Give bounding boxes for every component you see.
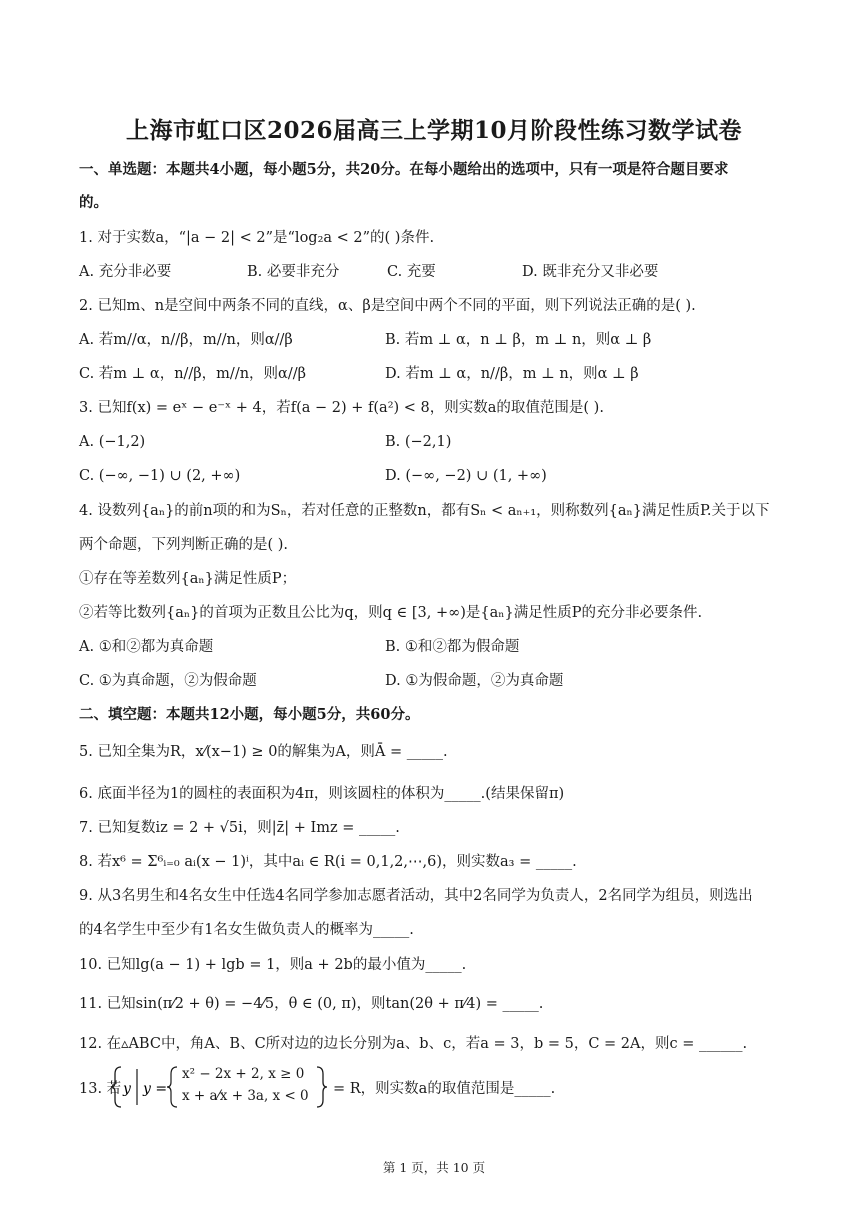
- page-footer: 第 1 页，共 10 页: [382, 1160, 486, 1175]
- q4-proposition-2: ②若等比数列{aₙ}的首项为正数且公比为q，则q ∈ [3, +∞)是{aₙ}满足性质P的充分非必要条件.: [79, 605, 703, 621]
- q13-case-1: x² − 2x + 2, x ≥ 0: [182, 1066, 305, 1082]
- q13-case-2: x + a⁄x + 3a, x < 0: [182, 1088, 309, 1104]
- q4-stem: 4. 设数列{aₙ}的前n项的和为Sₙ，若对任意的正整数n，都有Sₙ < aₙ₊₁，则称数列{aₙ}满足性质P.关于以下: [79, 503, 770, 519]
- q3-option-c: C. (−∞, −1) ∪ (2, +∞): [79, 468, 241, 484]
- q4-option-b: B. ①和②都为假命题: [385, 639, 520, 655]
- q1-option-b: B. 必要非充分: [247, 264, 340, 280]
- section1-heading: 一、单选题：本题共4小题，每小题5分，共20分。在每小题给出的选项中，只有一项是符合题目要求: [79, 161, 729, 178]
- page-title: 上海市虹口区2026届高三上学期10月阶段性练习数学试卷: [125, 117, 743, 144]
- q4-option-c: C. ①为真命题，②为假命题: [79, 673, 257, 689]
- section1-heading-cont: 的。: [79, 194, 108, 211]
- svg-text:y =: y =: [143, 1081, 168, 1097]
- svg-text:y: y: [123, 1081, 131, 1097]
- q3-stem: 3. 已知f(x) = eˣ − e⁻ˣ + 4，若f(a − 2) + f(a²) < 8，则实数a的取值范围是( ).: [79, 400, 604, 416]
- q13-set-brace-close-icon: [315, 1064, 329, 1110]
- q13-stem: [79, 1064, 839, 1110]
- q2-option-b: B. 若m ⊥ α，n ⊥ β，m ⊥ n，则α ⊥ β: [385, 332, 652, 348]
- q11-stem: 11. 已知sin(π⁄2 + θ) = −4⁄5，θ ∈ (0, π)，则tan(2θ + π⁄4) = _____.: [79, 996, 544, 1012]
- q1-option-c: C. 充要: [387, 264, 436, 280]
- q6-stem: 6. 底面半径为1的圆柱的表面积为4π，则该圆柱的体积为_____.(结果保留π): [79, 786, 565, 802]
- q3-option-b: B. (−2,1): [385, 434, 452, 450]
- q5-stem: 5. 已知全集为R，x⁄(x−1) ≥ 0的解集为A，则Ā = _____.: [79, 744, 448, 760]
- q4-option-d: D. ①为假命题，②为真命题: [385, 673, 564, 689]
- q8-stem: 8. 若x⁶ = Σ⁶ᵢ₌₀ aᵢ(x − 1)ⁱ，其中aᵢ ∈ R(i = 0,1,2,⋯,6)，则实数a₃ = _____.: [79, 854, 577, 870]
- q3-option-a: A. (−1,2): [79, 434, 146, 450]
- q1-option-a: A. 充分非必要: [79, 264, 172, 280]
- q9-stem-cont: 的4名学生中至少有1名女生做负责人的概率为_____.: [79, 922, 414, 938]
- q12-stem: 12. 在▵ABC中，角A、B、C所对边的边长分别为a、b、c，若a = 3，b = 5，C = 2A，则c = ______.: [79, 1036, 748, 1052]
- q3-option-d: D. (−∞, −2) ∪ (1, +∞): [385, 468, 547, 484]
- q2-stem: 2. 已知m、n是空间中两条不同的直线，α、β是空间中两个不同的平面，则下列说法正确的是( ).: [79, 298, 696, 314]
- q10-stem: 10. 已知lg(a − 1) + lgb = 1，则a + 2b的最小值为_____.: [79, 957, 467, 973]
- q7-stem: 7. 已知复数iz = 2 + √5i，则|z̄| + Imz = _____.: [79, 820, 400, 836]
- q9-stem: 9. 从3名男生和4名女生中任选4名同学参加志愿者活动，其中2名同学为负责人，2名同学为组员，则选出: [79, 888, 753, 904]
- section2-heading: 二、填空题：本题共12小题，每小题5分，共60分。: [79, 706, 420, 723]
- q2-option-c: C. 若m ⊥ α，n//β，m//n，则α//β: [79, 366, 306, 382]
- q4-stem-cont: 两个命题，下列判断正确的是( ).: [79, 537, 289, 553]
- q1-option-d: D. 既非充分又非必要: [522, 264, 659, 280]
- q2-option-d: D. 若m ⊥ α，n//β，m ⊥ n，则α ⊥ β: [385, 366, 639, 382]
- q4-proposition-1: ①存在等差数列{aₙ}满足性质P；: [79, 571, 297, 587]
- q1-stem: 1. 对于实数a，“|a − 2| < 2”是“log₂a < 2”的( )条件.: [79, 230, 435, 246]
- q2-option-a: A. 若m//α，n//β，m//n，则α//β: [79, 332, 293, 348]
- q13-suffix: = R，则实数a的取值范围是_____.: [333, 1081, 556, 1097]
- q4-option-a: A. ①和②都为真命题: [79, 639, 214, 655]
- q13-prefix: 13. 若: [79, 1081, 122, 1097]
